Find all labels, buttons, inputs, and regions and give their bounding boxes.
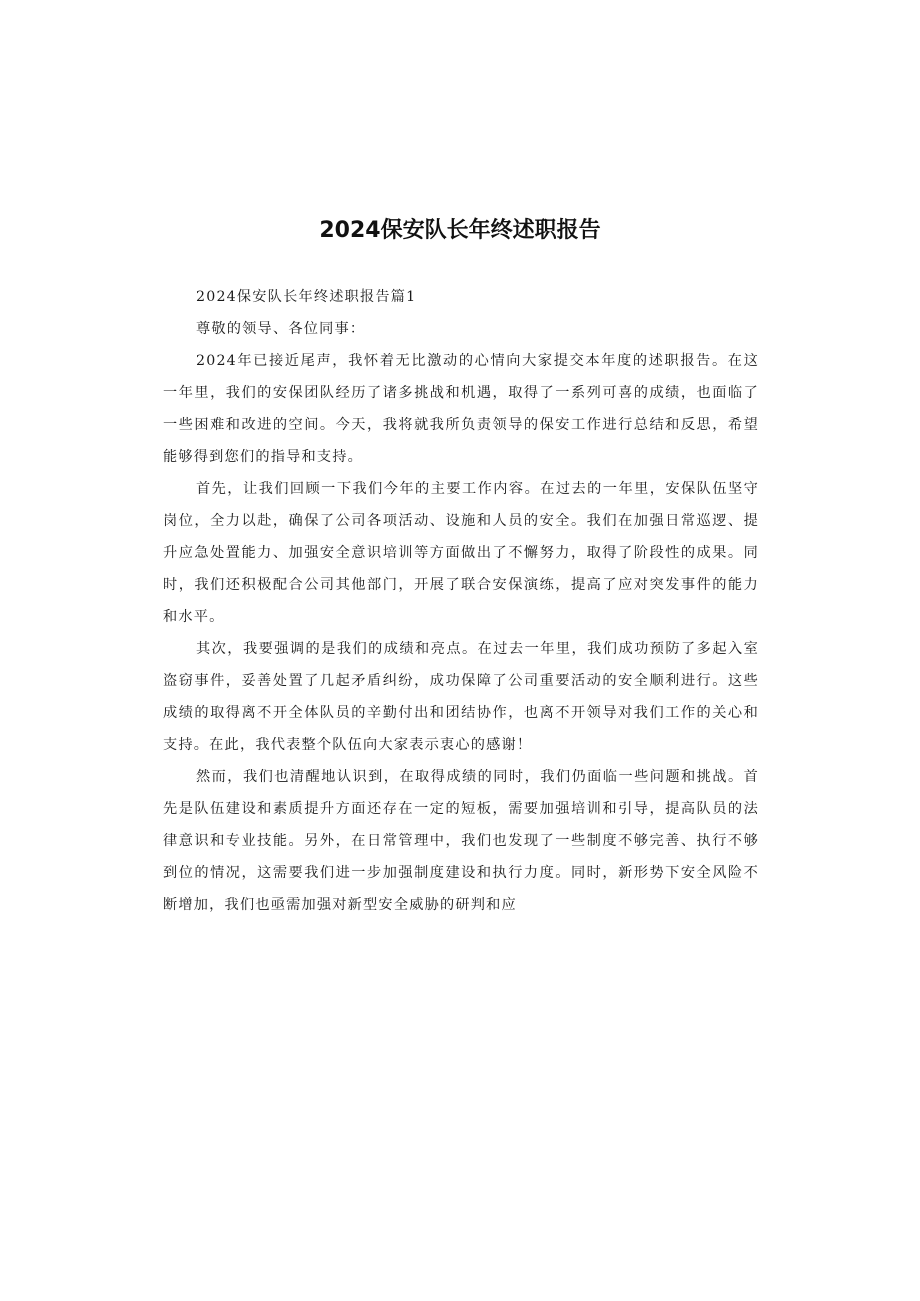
document-body xyxy=(163,281,759,921)
paragraph-intro: 2024年已接近尾声，我怀着无比激动的心情向大家提交本年度的述职报告。在这一年里，我们的安保团队经历了诸多挑战和机遇，取得了一系列可喜的成绩，也面临了一些困难和改进的空间。今天，我将就我所负责领导的保安工作进行总结和反思，希望能够得到您们的指导和支持。 xyxy=(163,353,759,465)
paragraph-challenges: 然而，我们也清醒地认识到，在取得成绩的同时，我们仍面临一些问题和挑战。首先是队伍建设和素质提升方面还存在一定的短板，需要加强培训和引导，提高队员的法律意识和专业技能。另外，在日常管理中，我们也发现了一些制度不够完善、执行不够到位的情况，这需要我们进一步加强制度建设和执行力度。同时，新形势下安全风险不断增加，我们也亟需加强对新型安全威胁的研判和应 xyxy=(163,769,759,913)
salutation: 尊敬的领导、各位同事： xyxy=(196,321,366,337)
section-heading: 2024保安队长年终述职报告篇1 xyxy=(196,289,417,305)
paragraph-achievements: 其次，我要强调的是我们的成绩和亮点。在过去一年里，我们成功预防了多起入室盗窃事件，妥善处置了几起矛盾纠纷，成功保障了公司重要活动的安全顺利进行。这些成绩的取得离不开全体队员的辛勤付出和团结协作，也离不开领导对我们工作的关心和支持。在此，我代表整个队伍向大家表示衷心的感谢！ xyxy=(163,641,759,753)
paragraph-work-review: 首先，让我们回顾一下我们今年的主要工作内容。在过去的一年里，安保队伍坚守岗位，全力以赴，确保了公司各项活动、设施和人员的安全。我们在加强日常巡逻、提升应急处置能力、加强安全意识培训等方面做出了不懈努力，取得了阶段性的成果。同时，我们还积极配合公司其他部门，开展了联合安保演练，提高了应对突发事件的能力和水平。 xyxy=(163,481,759,625)
document-title: 2024保安队长年终述职报告 xyxy=(319,218,601,243)
